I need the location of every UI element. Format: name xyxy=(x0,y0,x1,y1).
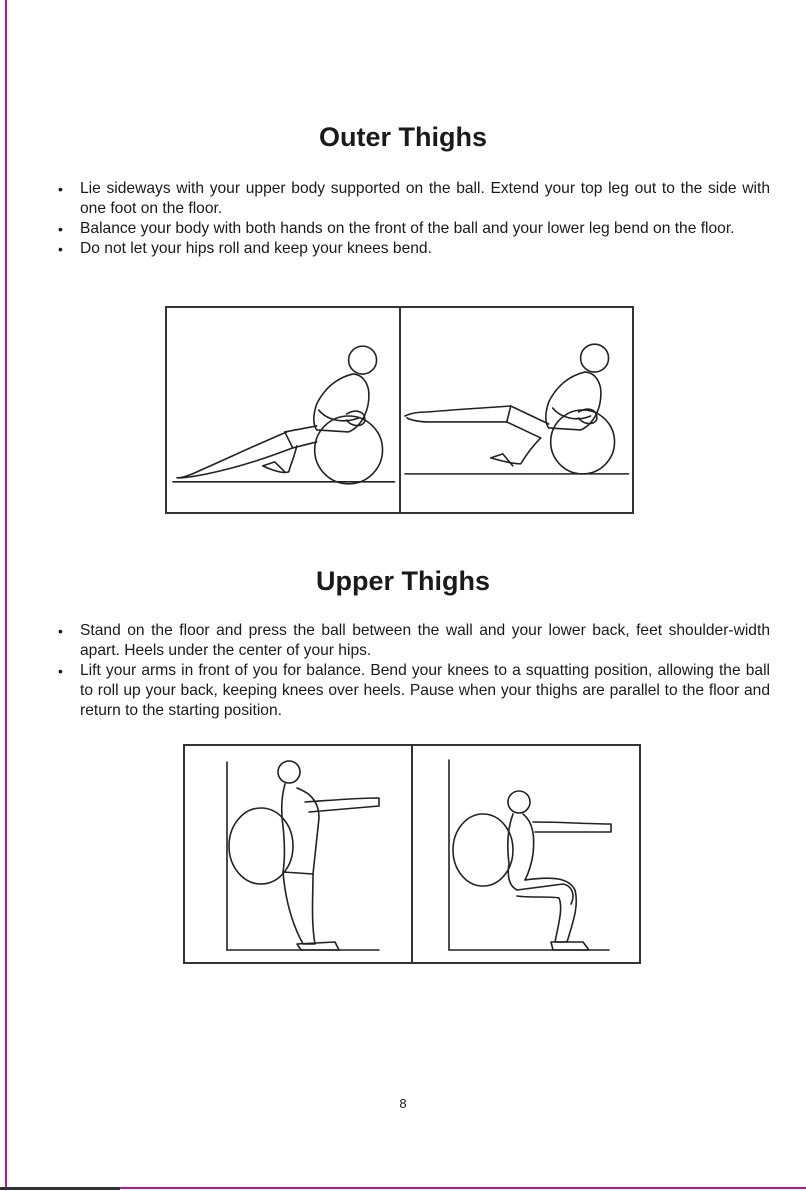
bullet-item: • Lie sideways with your upper body supported on the ball. Extend your top leg out to the side with one foot on the floor. xyxy=(58,179,770,219)
bullet-list-upper-thighs xyxy=(58,621,770,721)
side-lying-leg-down-figure xyxy=(167,308,399,512)
page-number: 8 xyxy=(399,1096,407,1111)
page-edge-bottom-mark xyxy=(0,1187,120,1190)
page-edge-bottom xyxy=(0,1187,806,1189)
bullet-item: • Stand on the floor and press the ball between the wall and your lower back, feet shoulder-width apart. Heels under the center of your hips. xyxy=(58,621,770,661)
illustration-panel-side-lying-leg-raised xyxy=(399,308,633,512)
section-title-upper-thighs: Upper Thighs xyxy=(316,566,490,596)
illustration-panel-side-lying-leg-down xyxy=(167,308,399,512)
illustration-panel-wall-squat-squatting xyxy=(411,746,639,962)
bullet-item: • Lift your arms in front of you for balance. Bend your knees to a squatting position, allowing the ball to roll up your back, keeping knees over heels. Pause when your thighs are parallel to the floor and return to the starting position. xyxy=(58,661,770,721)
wall-squat-squatting-figure xyxy=(413,746,639,962)
illustration-panel-wall-squat-standing xyxy=(185,746,411,962)
bullet-item: • Do not let your hips roll and keep your knees bend. xyxy=(58,239,770,259)
wall-squat-standing-figure xyxy=(185,746,411,962)
side-lying-leg-raised-figure xyxy=(401,308,633,512)
illustration-outer-thighs xyxy=(165,306,634,514)
section-title-outer-thighs: Outer Thighs xyxy=(319,122,487,152)
bullet-item: • Balance your body with both hands on the front of the ball and your lower leg bend on the floor. xyxy=(58,219,770,239)
illustration-upper-thighs xyxy=(183,744,641,964)
bullet-list-outer-thighs xyxy=(58,179,770,259)
